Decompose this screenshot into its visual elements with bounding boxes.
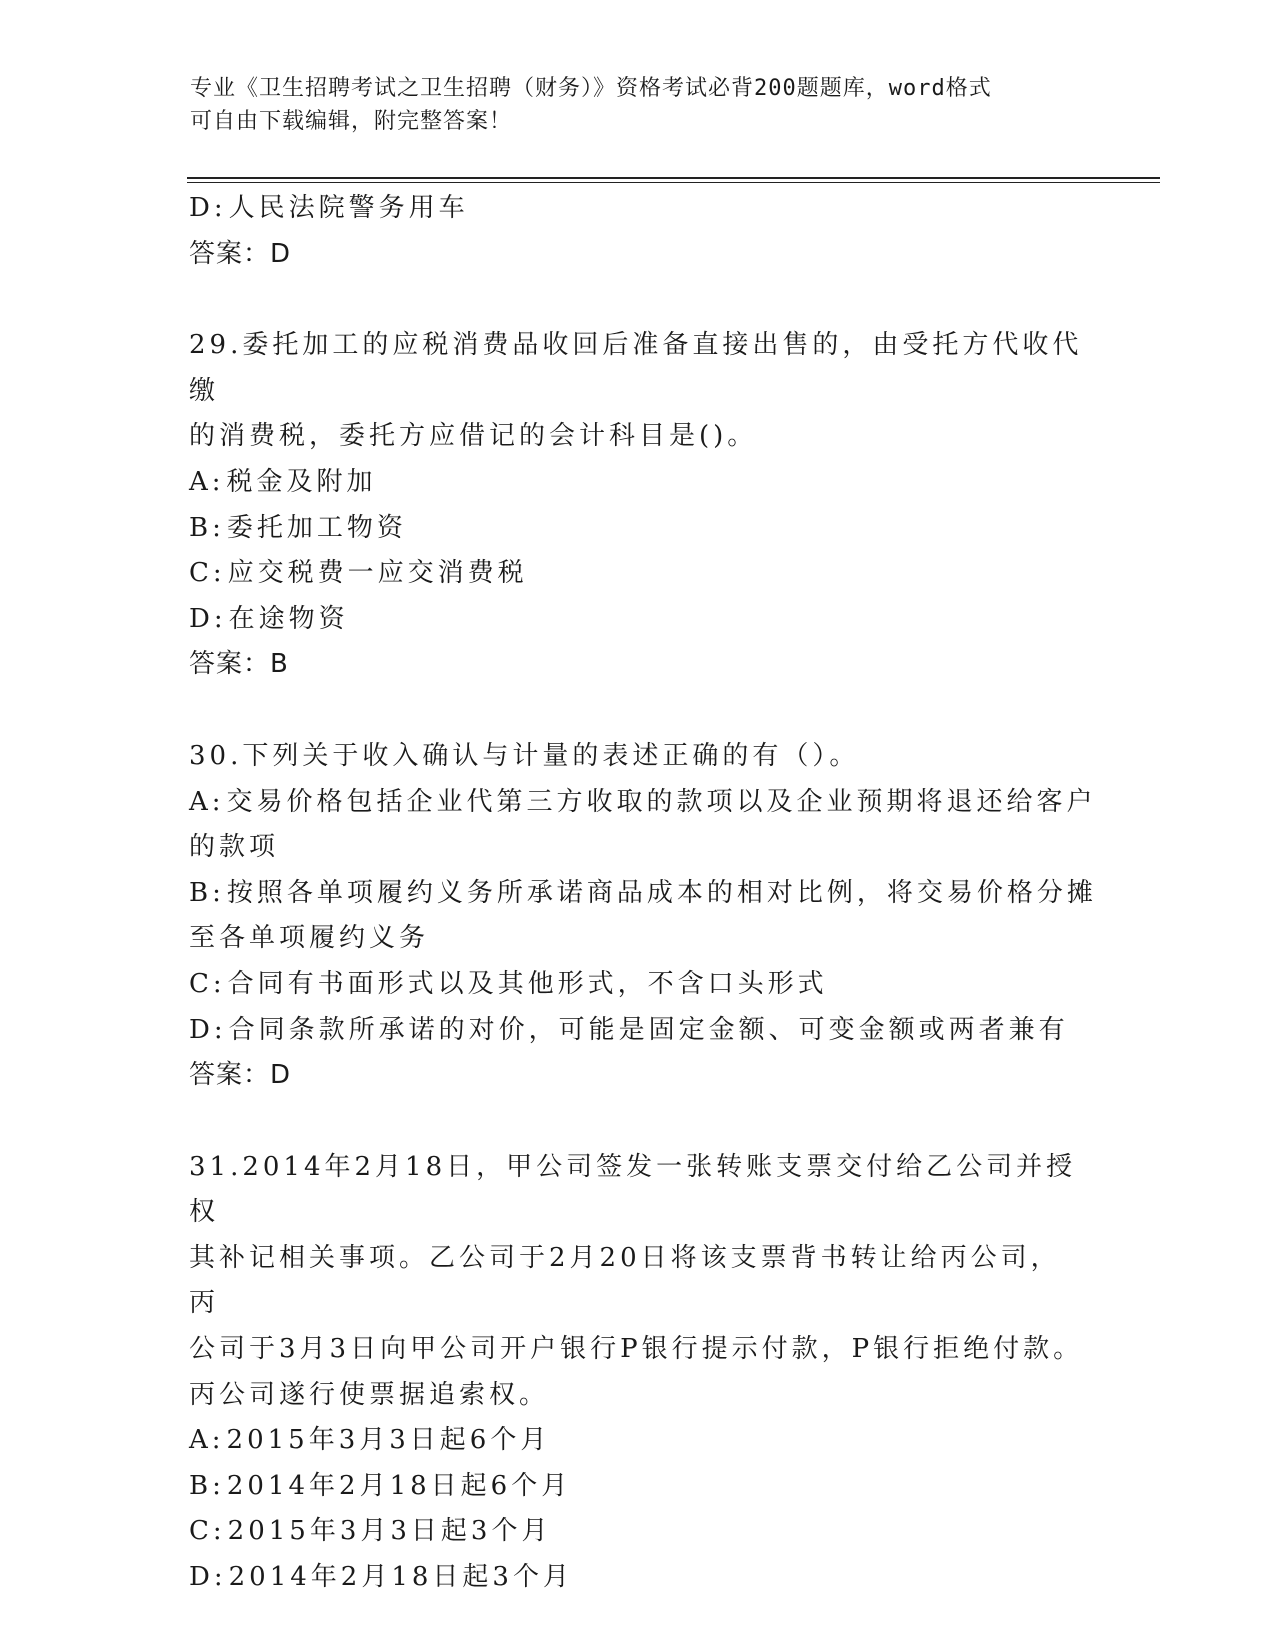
option-c bbox=[189, 551, 1089, 597]
option-label: D: bbox=[189, 603, 227, 634]
question-text: 丙公司遂行使票据追索权。 bbox=[189, 1379, 550, 1410]
header-divider bbox=[187, 177, 1160, 183]
option-b-continued: 至各单项履约义务 bbox=[189, 923, 430, 954]
option-d bbox=[189, 597, 1089, 643]
option-label: D: bbox=[189, 1014, 227, 1045]
option-text: 按照各单项履约义务所承诺商品成本的相对比例，将交易价格分摊 bbox=[226, 877, 1097, 908]
spacer bbox=[189, 277, 1089, 323]
option-label: A: bbox=[189, 1425, 225, 1456]
option-label: C: bbox=[189, 1516, 226, 1547]
option-text: 交易价格包括企业代第三方收取的款项以及企业预期将退还给客户 bbox=[226, 786, 1097, 817]
option-b bbox=[189, 1464, 1089, 1510]
answer-line: 答案：D bbox=[189, 1060, 292, 1091]
option-text: 2014年2月18日起3个月 bbox=[228, 1562, 573, 1593]
option-text: 在途物资 bbox=[228, 603, 349, 634]
question-text: 公司于3月3日向甲公司开户银行P银行提示付款，P银行拒绝付款。 bbox=[189, 1334, 1084, 1365]
option-text: 合同条款所承诺的对价，可能是固定金额、可变金额或两者兼有 bbox=[228, 1014, 1069, 1045]
question-text: 29.委托加工的应税消费品收回后准备直接出售的，由受托方代收代缴 bbox=[189, 330, 1083, 406]
option-b bbox=[189, 506, 1089, 552]
option-c bbox=[189, 1509, 1089, 1555]
option-d bbox=[189, 1555, 1089, 1601]
question-text: 31.2014年2月18日，甲公司签发一张转账支票交付给乙公司并授权 bbox=[189, 1151, 1077, 1228]
option-label: D: bbox=[189, 1562, 227, 1593]
answer-line: 答案：D bbox=[189, 238, 292, 269]
option-a-continued: 的款项 bbox=[189, 832, 280, 863]
option-label: A: bbox=[189, 466, 225, 497]
prev-question bbox=[189, 186, 1089, 277]
header-line-1: 专业《卫生招聘考试之卫生招聘（财务）》资格考试必背200题题库，word格式 bbox=[190, 76, 992, 101]
answer-line: 答案：B bbox=[189, 649, 289, 680]
option-b bbox=[189, 871, 1097, 917]
question-text: 的消费税，委托方应借记的会计科目是()。 bbox=[189, 421, 758, 452]
option-label: A: bbox=[189, 786, 225, 817]
option-a bbox=[189, 780, 1097, 826]
question-text: 30.下列关于收入确认与计量的表述正确的有（）。 bbox=[189, 740, 860, 771]
option-label: D: bbox=[189, 193, 227, 223]
question-text: 其补记相关事项。乙公司于2月20日将该支票背书转让给丙公司，丙 bbox=[189, 1242, 1061, 1319]
question-30 bbox=[189, 734, 1097, 1099]
option-text: 2014年2月18日起6个月 bbox=[226, 1470, 572, 1501]
option-a bbox=[189, 460, 1089, 506]
option-text: 人民法院警务用车 bbox=[228, 193, 469, 223]
option-d bbox=[189, 186, 1089, 232]
question-list bbox=[189, 186, 1097, 1601]
spacer bbox=[189, 1099, 1089, 1145]
option-label: B: bbox=[189, 512, 225, 543]
header-line-2: 可自由下载编辑，附完整答案！ bbox=[190, 109, 513, 134]
question-31 bbox=[189, 1145, 1089, 1601]
option-a bbox=[189, 1418, 1089, 1464]
option-text: 2015年3月3日起6个月 bbox=[226, 1425, 551, 1456]
question-29 bbox=[189, 323, 1089, 688]
option-text: 委托加工物资 bbox=[226, 512, 407, 543]
option-c bbox=[189, 962, 1089, 1008]
option-text: 应交税费一应交消费税 bbox=[227, 558, 528, 589]
option-text: 税金及附加 bbox=[226, 466, 377, 497]
option-label: C: bbox=[189, 968, 226, 999]
option-text: 2015年3月3日起3个月 bbox=[227, 1516, 552, 1547]
document-header bbox=[190, 72, 1090, 138]
option-label: B: bbox=[189, 1470, 225, 1501]
option-text: 合同有书面形式以及其他形式，不含口头形式 bbox=[227, 968, 828, 999]
option-label: C: bbox=[189, 558, 226, 589]
option-d bbox=[189, 1008, 1089, 1054]
spacer bbox=[189, 688, 1089, 734]
option-label: B: bbox=[189, 877, 225, 908]
